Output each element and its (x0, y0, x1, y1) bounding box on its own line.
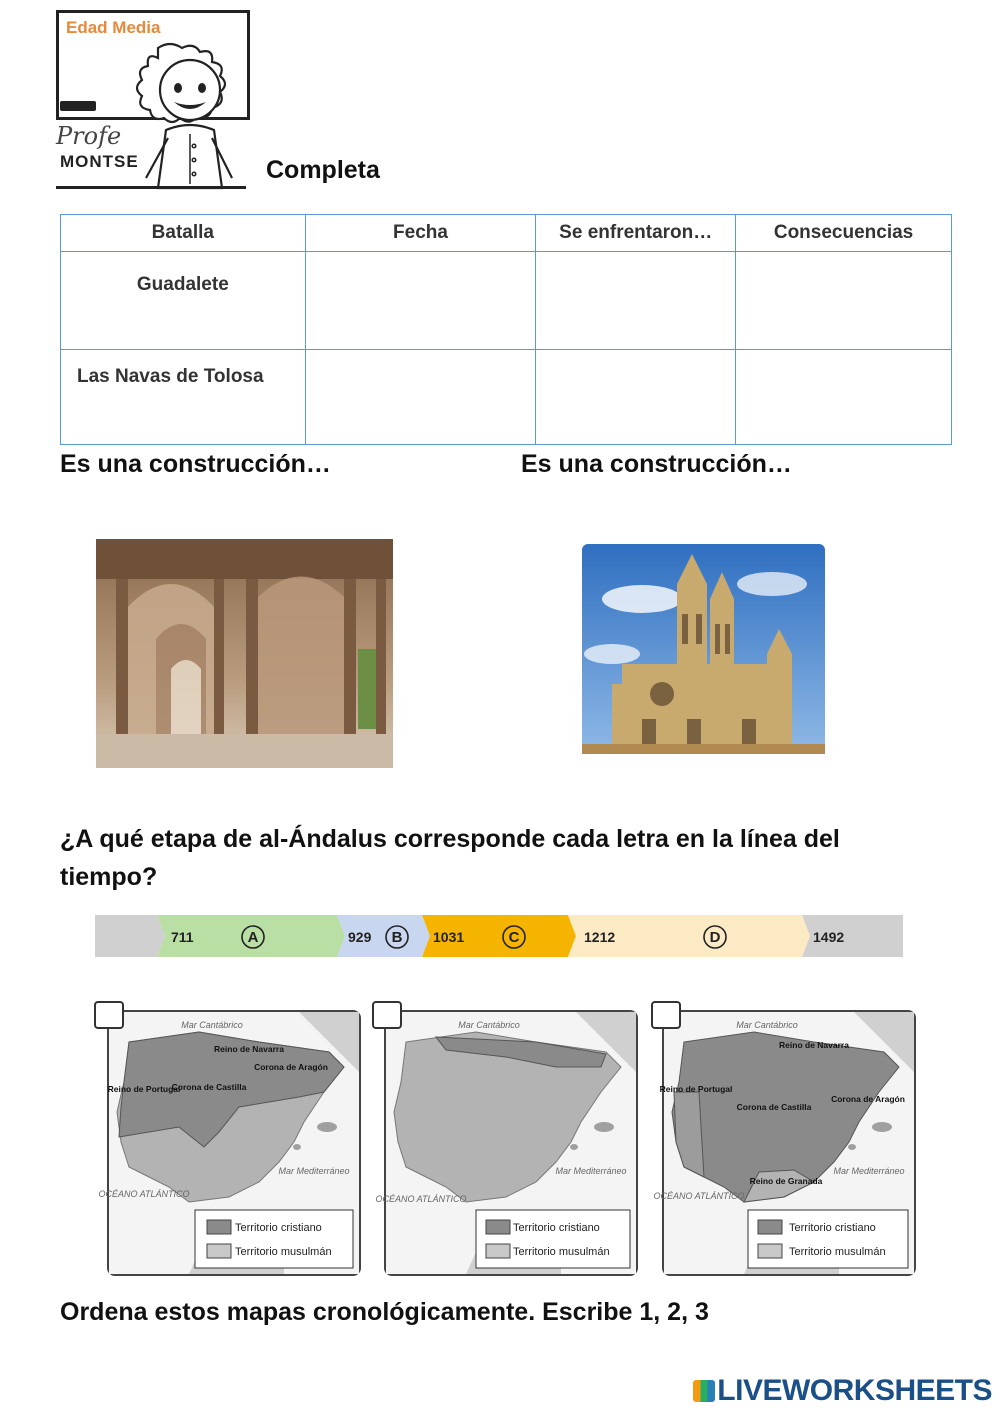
map-label-navarra: Reino de Navarra (779, 1040, 849, 1050)
timeline-letter: D (709, 929, 721, 946)
map-1 (98, 1010, 361, 1276)
map-label-navarra: Reino de Navarra (214, 1044, 284, 1054)
map-label-granada: Reino de Granada (749, 1176, 823, 1186)
timeline-year: 929 (348, 929, 372, 945)
cell-consecuencias-input[interactable] (736, 350, 952, 445)
map-3-order-checkbox[interactable] (651, 1001, 681, 1029)
map-label-portugal: Reino de Portugal (659, 1084, 733, 1094)
map-ocean: OCÉANO ATLÁNTICO (98, 1189, 190, 1199)
battles-table (60, 214, 952, 445)
map-label-aragon: Corona de Aragón (831, 1094, 905, 1104)
legend-christian: Territorio cristiano (513, 1222, 600, 1234)
legend-christian: Territorio cristiano (235, 1222, 322, 1234)
legend-muslim: Territorio musulmán (513, 1246, 610, 1258)
map-sea-north: Mar Cantábrico (736, 1020, 798, 1030)
logo-title: Edad Media (66, 18, 161, 37)
legend-muslim: Territorio musulmán (235, 1246, 332, 1258)
cell-enfrentaron-input[interactable] (536, 350, 736, 445)
timeline-year: 711 (171, 929, 194, 945)
teacher-illustration (128, 38, 253, 190)
map-ocean: OCÉANO ATLÁNTICO (653, 1191, 745, 1201)
timeline-question: ¿A qué etapa de al-Ándalus corresponde cada letra en la línea del tiempo? (60, 825, 840, 891)
col-header-consecuencias: Consecuencias (736, 215, 952, 252)
map-sea-east: Mar Mediterráneo (555, 1166, 627, 1176)
cell-consecuencias-input[interactable] (736, 252, 952, 350)
order-instruction: Ordena estos mapas cronológicamente. Escribe 1, 2, 3 (60, 1298, 709, 1326)
timeline-year: 1492 (813, 929, 845, 945)
map-1-order-checkbox[interactable] (94, 1001, 124, 1029)
timeline-year: 1031 (433, 929, 465, 945)
timeline-segment-start (95, 915, 165, 957)
section-title-completa: Completa (266, 156, 380, 184)
cell-fecha-input[interactable] (305, 252, 536, 350)
map-sea-east: Mar Mediterráneo (278, 1166, 350, 1176)
timeline-year: 1212 (584, 929, 616, 945)
map-label-castilla: Corona de Castilla (736, 1102, 812, 1112)
gothic-cathedral-photo (582, 544, 825, 754)
map-sea-north: Mar Cantábrico (458, 1020, 520, 1030)
map-label-aragon: Corona de Aragón (254, 1062, 328, 1072)
eraser-icon (60, 101, 96, 111)
map-2-order-checkbox[interactable] (372, 1001, 402, 1029)
islamic-arches-photo (96, 539, 393, 768)
construction-question-right: Es una construcción… (521, 450, 792, 478)
col-header-batalla: Batalla (61, 215, 306, 252)
table-row (61, 252, 952, 350)
logo-profe-text: Profe (56, 122, 122, 150)
map-ocean: OCÉANO ATLÁNTICO (375, 1194, 467, 1204)
table-row (61, 350, 952, 445)
cell-enfrentaron-input[interactable] (536, 252, 736, 350)
construction-question-left: Es una construcción… (60, 450, 331, 478)
legend-christian: Territorio cristiano (789, 1222, 876, 1234)
watermark-text: LIVEWORKSHEETS (717, 1374, 992, 1407)
timeline-letter: B (391, 929, 403, 946)
cell-batalla: Las Navas de Tolosa (61, 350, 306, 445)
map-sea-east: Mar Mediterráneo (833, 1166, 905, 1176)
col-header-fecha: Fecha (305, 215, 536, 252)
timeline-letter: A (247, 929, 259, 946)
map-2 (375, 1010, 638, 1276)
timeline-letter: C (508, 929, 520, 946)
col-header-enfrentaron: Se enfrentaron… (536, 215, 736, 252)
cell-batalla: Guadalete (61, 252, 306, 350)
logo-name: MONTSE (60, 152, 139, 171)
liveworksheets-watermark (693, 1374, 992, 1408)
timeline (95, 915, 903, 957)
map-label-portugal: Reino de Portugal (107, 1084, 181, 1094)
lws-logo-icon (693, 1380, 715, 1402)
logo-divider (56, 186, 246, 189)
map-sea-north: Mar Cantábrico (181, 1020, 243, 1030)
map-3 (653, 1010, 916, 1276)
map-label-castilla: Corona de Castilla (171, 1082, 247, 1092)
cell-fecha-input[interactable] (305, 350, 536, 445)
legend-muslim: Territorio musulmán (789, 1246, 886, 1258)
